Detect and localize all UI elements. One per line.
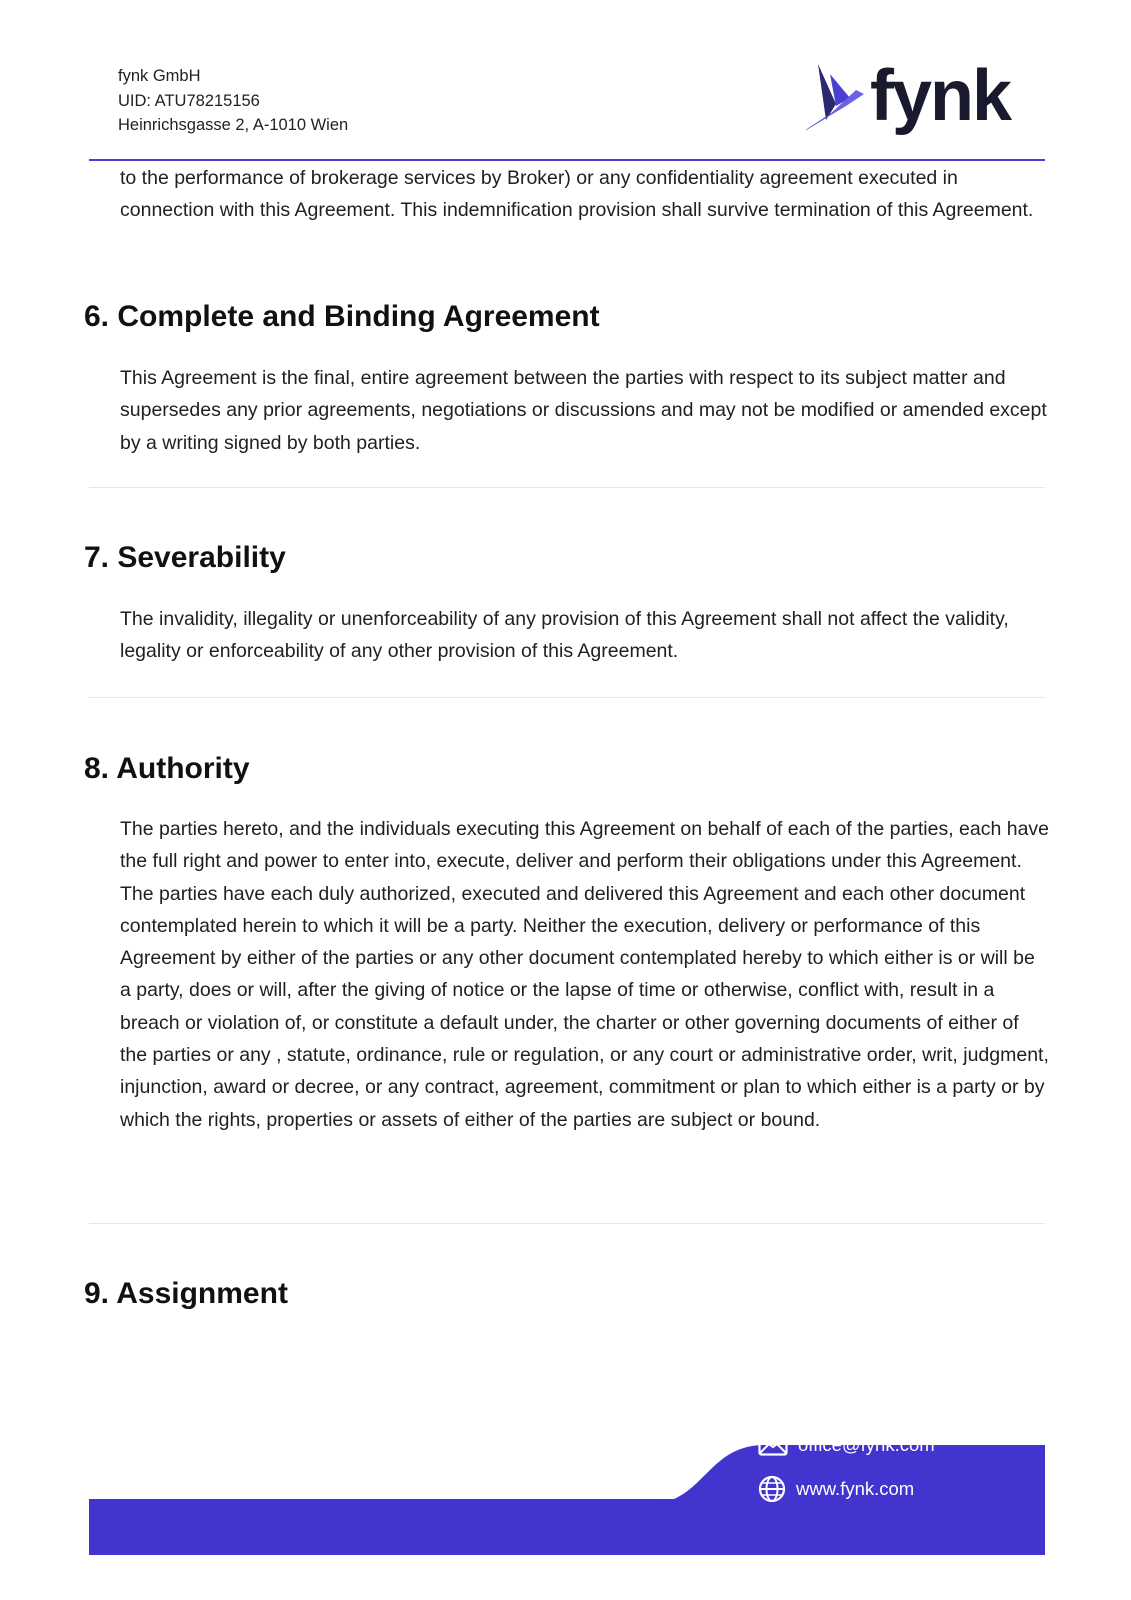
bird-logo-icon <box>806 60 876 140</box>
logo-wordmark: fynk <box>870 56 1011 136</box>
fynk-logo <box>806 56 1011 144</box>
section-divider <box>89 487 1045 488</box>
section-heading-7: 7. Severability <box>84 541 286 574</box>
footer-email[interactable] <box>758 1434 935 1456</box>
section-body-7: The invalidity, illegality or unenforceability of any provision of this Agreement shall not affect the validity, legality or enforceability of any other provision of this Agreement. <box>120 608 1009 663</box>
footer-email-text[interactable]: office@fynk.com <box>798 1434 935 1455</box>
section-body-8: The parties hereto, and the individuals executing this Agreement on behalf of each of the parties, each have the full right and power to enter into, execute, deliver and perform their obligations under this Agreement. The parties have each duly authorized, executed and delivered this Agreement and each other document contemplated herein to which it will be a party. Neither the execution, delivery or performance of this Agreement by either of the parties or any other document contemplated hereby to which either is or will be a party, does or will, after the giving of notice or the lapse of time or otherwise, conflict with, result in a breach or violation of, or constitute a default under, the charter or other governing documents of either of the parties or any , statute, ordinance, rule or regulation, or any court or administrative order, writ, judgment, injunction, award or decree, or any contract, agreement, commitment or plan to which either is a party or by which the rights, properties or assets of either of the parties are subject or bound. <box>120 818 1050 1131</box>
globe-icon <box>758 1475 786 1503</box>
section-heading-6: 6. Complete and Binding Agreement <box>84 300 600 333</box>
company-name: fynk GmbH <box>118 67 201 85</box>
envelope-icon <box>758 1434 788 1456</box>
section-heading-8: 8. Authority <box>84 752 250 785</box>
footer-website[interactable] <box>758 1475 914 1503</box>
section-heading-9: 9. Assignment <box>84 1277 288 1310</box>
company-info <box>118 64 348 138</box>
footer-bar <box>89 1499 1045 1555</box>
section-body-6: This Agreement is the final, entire agreement between the parties with respect to its subject matter and supersedes any prior agreements, negotiations or discussions and may not be modified or amended except by a writing signed by both parties. <box>120 367 1047 454</box>
footer-website-text[interactable]: www.fynk.com <box>796 1478 915 1499</box>
header-rule <box>89 159 1045 161</box>
company-uid: UID: ATU78215156 <box>118 91 260 110</box>
section-divider <box>89 697 1045 698</box>
intro-paragraph: to the performance of brokerage services by Broker) or any confidentiality agreement executed in connection with this Agreement. This indemnification provision shall survive termination of this Agreement. <box>120 167 1034 222</box>
company-address: Heinrichsgasse 2, A-1010 Wien <box>118 116 349 134</box>
section-divider <box>89 1223 1045 1224</box>
